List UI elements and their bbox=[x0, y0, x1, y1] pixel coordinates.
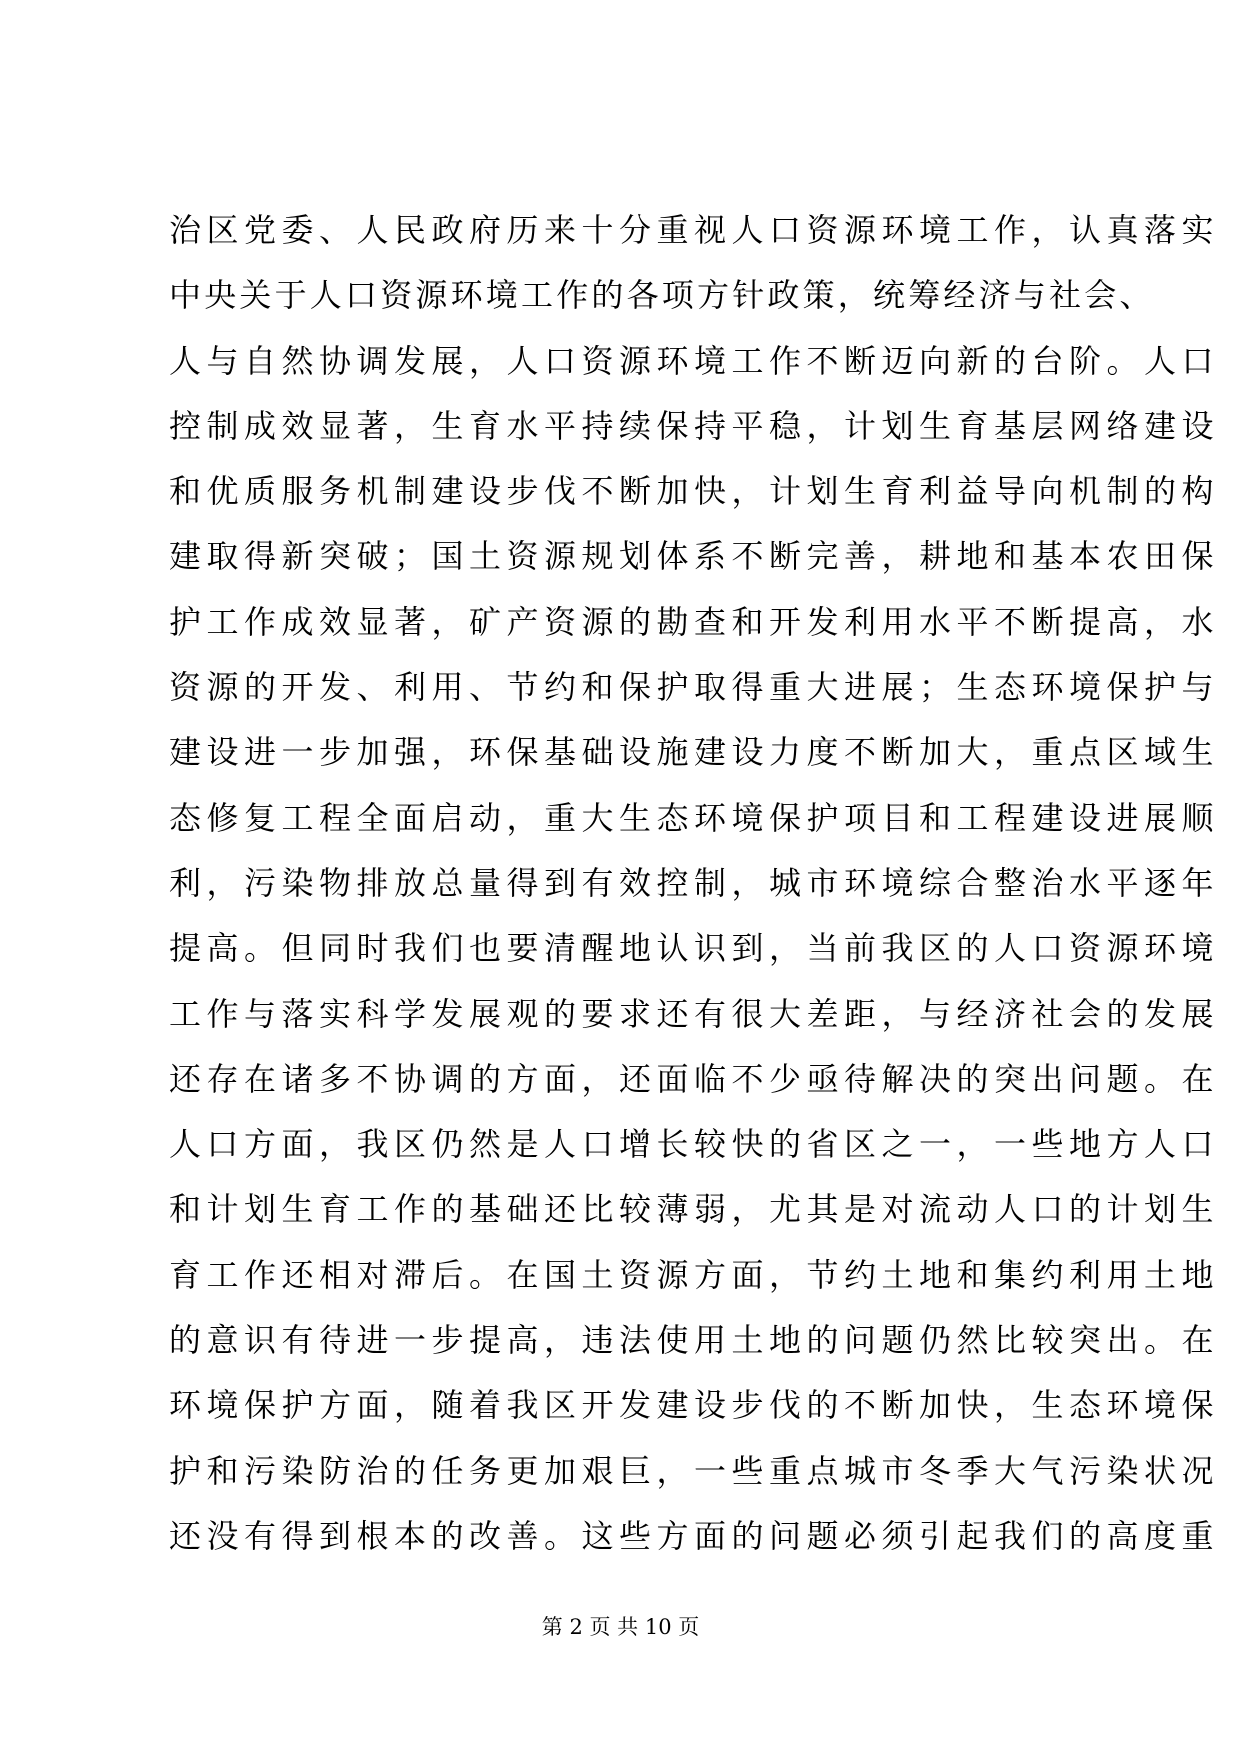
text-line: 护和污染防治的任务更加艰巨，一些重点城市冬季大气污染状况 bbox=[169, 1451, 1220, 1490]
text-line: 人口方面，我区仍然是人口增长较快的省区之一，一些地方人口 bbox=[169, 1125, 1220, 1164]
body-text bbox=[169, 205, 1220, 1576]
text-line: 资源的开发、利用、节约和保护取得重大进展；生态环境保护与 bbox=[169, 668, 1220, 707]
text-line: 还存在诸多不协调的方面，还面临不少亟待解决的突出问题。在 bbox=[169, 1059, 1220, 1098]
text-line: 提高。但同时我们也要清醒地认识到，当前我区的人口资源环境 bbox=[169, 929, 1220, 968]
text-line: 护工作成效显著，矿产资源的勘查和开发利用水平不断提高，水 bbox=[169, 602, 1220, 641]
text-line: 态修复工程全面启动，重大生态环境保护项目和工程建设进展顺 bbox=[169, 798, 1220, 837]
text-line: 还没有得到根本的改善。这些方面的问题必须引起我们的高度重 bbox=[169, 1516, 1220, 1555]
text-line: 治区党委、人民政府历来十分重视人口资源环境工作，认真落实 bbox=[169, 211, 1220, 249]
text-line: 环境保护方面，随着我区开发建设步伐的不断加快，生态环境保 bbox=[169, 1386, 1220, 1425]
text-line: 利，污染物排放总量得到有效控制，城市环境综合整治水平逐年 bbox=[169, 863, 1220, 902]
text-line: 建设进一步加强，环保基础设施建设力度不断加大，重点区域生 bbox=[169, 733, 1220, 772]
text-line: 和优质服务机制建设步伐不断加快，计划生育利益导向机制的构 bbox=[169, 472, 1220, 511]
page-number-footer: 第 2 页 共 10 页 bbox=[541, 1615, 700, 1639]
text-line: 建取得新突破；国土资源规划体系不断完善，耕地和基本农田保 bbox=[169, 537, 1220, 576]
text-line: 的意识有待进一步提高，违法使用土地的问题仍然比较突出。在 bbox=[169, 1321, 1220, 1360]
text-line: 育工作还相对滞后。在国土资源方面，节约土地和集约利用土地 bbox=[169, 1255, 1220, 1294]
text-line: 人与自然协调发展，人口资源环境工作不断迈向新的台阶。人口 bbox=[169, 341, 1220, 380]
text-line: 中央关于人口资源环境工作的各项方针政策，统筹经济与社会、 bbox=[169, 276, 1155, 315]
text-line: 工作与落实科学发展观的要求还有很大差距，与经济社会的发展 bbox=[169, 994, 1220, 1033]
text-line: 控制成效显著，生育水平持续保持平稳，计划生育基层网络建设 bbox=[169, 406, 1220, 445]
text-line: 和计划生育工作的基础还比较薄弱，尤其是对流动人口的计划生 bbox=[169, 1190, 1220, 1229]
